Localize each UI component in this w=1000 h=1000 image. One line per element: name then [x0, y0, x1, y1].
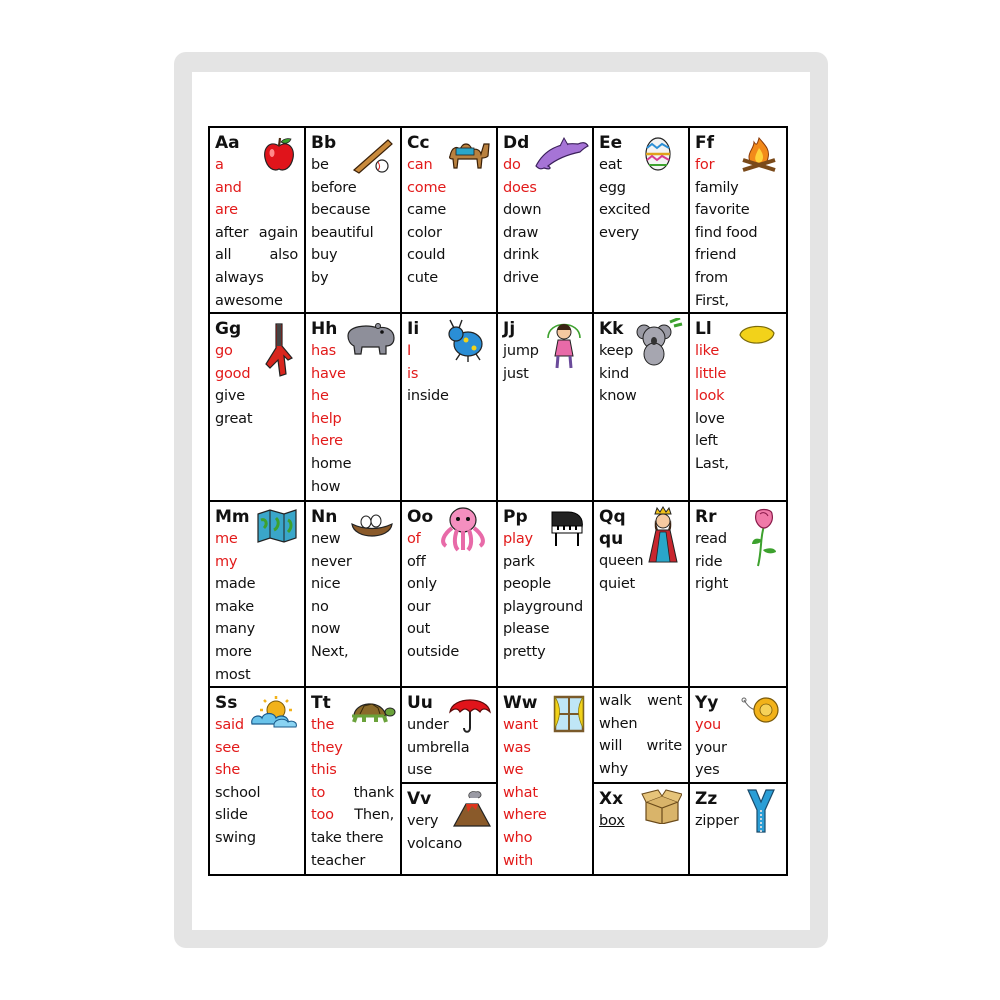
cell-d — [498, 128, 594, 314]
word: left — [695, 433, 718, 450]
word: excited — [599, 202, 651, 219]
word: new — [311, 531, 341, 547]
piano-icon — [548, 508, 586, 548]
word: outside — [407, 643, 460, 660]
letter-heading: Vv — [407, 789, 432, 809]
sight-word: have — [311, 365, 346, 382]
cell-u — [402, 688, 498, 784]
word: queen — [599, 553, 644, 569]
queen-icon — [646, 506, 680, 566]
cell-j — [498, 314, 594, 502]
word: went — [647, 693, 682, 709]
word: inside — [407, 388, 449, 405]
sight-word: too — [311, 807, 334, 824]
sight-word: what — [503, 784, 538, 801]
letter-heading: Rr — [695, 507, 717, 527]
sight-word: the — [311, 717, 335, 733]
sight-word: he — [311, 388, 329, 405]
word: by — [311, 269, 329, 286]
cell-p — [498, 502, 594, 688]
turtle-icon — [346, 694, 396, 726]
letter-heading: Ww — [503, 693, 538, 713]
word-pair — [599, 735, 688, 758]
letter-heading: Aa — [215, 133, 240, 153]
cell-w2 — [594, 688, 690, 784]
word-pair — [311, 804, 400, 827]
cell-n — [306, 502, 402, 688]
word: write — [646, 738, 682, 755]
word: our — [407, 598, 431, 615]
sight-word: we — [503, 762, 524, 779]
word: came — [407, 202, 447, 219]
word: thank — [353, 784, 394, 801]
sight-word: little — [695, 365, 727, 382]
word: all — [215, 247, 232, 264]
word: will — [599, 738, 623, 755]
word: now — [311, 621, 341, 638]
window-icon — [552, 694, 586, 734]
word: awesome — [215, 292, 283, 309]
word: under — [407, 717, 449, 733]
word: just — [503, 365, 529, 382]
sight-word: to — [311, 784, 326, 801]
cell-x — [594, 784, 690, 874]
cell-c — [402, 128, 498, 314]
cell-g — [210, 314, 306, 502]
sight-word: they — [311, 739, 343, 756]
cell-b — [306, 128, 402, 314]
cell-y — [690, 688, 786, 784]
word: after — [215, 224, 249, 241]
word: favorite — [695, 202, 750, 219]
sight-word: with — [503, 852, 533, 869]
yoyo-icon — [740, 692, 780, 728]
word: volcano — [407, 835, 462, 852]
letter-heading: Ll — [695, 319, 712, 339]
word: how — [311, 478, 341, 495]
letter-heading: Zz — [695, 789, 718, 809]
letter-heading: Tt — [311, 693, 331, 713]
baseball-bat-icon — [350, 136, 394, 174]
insect-icon — [446, 318, 488, 362]
word: walk — [599, 693, 632, 709]
sight-word: can — [407, 157, 433, 173]
word: cute — [407, 269, 438, 286]
sight-word: go — [215, 343, 233, 359]
word: no — [311, 598, 329, 615]
word: home — [311, 455, 352, 472]
word: Next, — [311, 643, 349, 660]
camel-icon — [444, 134, 492, 172]
word-pair — [311, 782, 400, 805]
letter-heading: Kk — [599, 319, 624, 339]
umbrella-icon — [448, 694, 492, 734]
zipper-icon — [746, 788, 776, 834]
cell-i — [402, 314, 498, 502]
sight-word: she — [215, 762, 241, 779]
word: eat — [599, 157, 622, 173]
letter-heading: Cc — [407, 133, 430, 153]
word: find food — [695, 224, 758, 241]
sight-word: help — [311, 410, 342, 427]
letter-heading: Gg — [215, 319, 242, 339]
word: give — [215, 388, 245, 405]
word: every — [599, 224, 639, 241]
word: take there — [311, 829, 384, 846]
word: box — [599, 813, 625, 829]
word: pretty — [503, 643, 546, 660]
apple-icon — [262, 136, 296, 172]
word: more — [215, 643, 252, 660]
sight-word: you — [695, 717, 722, 733]
letter-heading: Nn — [311, 507, 338, 527]
cell-w — [498, 688, 594, 874]
letter-heading: Uu — [407, 693, 433, 713]
word: playground — [503, 598, 584, 615]
word: always — [215, 269, 264, 286]
word: why — [599, 760, 629, 777]
box-icon — [640, 788, 682, 824]
sight-word: for — [695, 157, 715, 173]
word: school — [215, 784, 261, 801]
easter-egg-icon — [644, 134, 672, 172]
word: out — [407, 621, 431, 638]
cell-e — [594, 128, 690, 314]
word: egg — [599, 179, 626, 196]
word-pair — [599, 690, 688, 713]
cell-m — [210, 502, 306, 688]
word: know — [599, 388, 637, 405]
cell-l — [690, 314, 786, 502]
word: also — [269, 247, 298, 264]
word: love — [695, 410, 725, 427]
word: park — [503, 553, 535, 570]
word: Last, — [695, 455, 729, 472]
word: friend — [695, 247, 737, 264]
word: very — [407, 813, 439, 829]
letter-heading: Hh — [311, 319, 338, 339]
sight-word: play — [503, 531, 533, 547]
sight-word: is — [407, 365, 419, 382]
sight-word: come — [407, 179, 447, 196]
cell-q — [594, 502, 690, 688]
cell-z — [690, 784, 786, 874]
word: teacher — [311, 852, 366, 869]
sight-word: a — [215, 157, 224, 173]
sight-word: do — [503, 157, 521, 173]
cell-r — [690, 502, 786, 688]
word: family — [695, 179, 739, 196]
letter-heading: Xx — [599, 789, 624, 809]
jump-rope-girl-icon — [544, 318, 584, 374]
word: great — [215, 410, 253, 427]
word: umbrella — [407, 739, 470, 756]
word: draw — [503, 224, 539, 241]
sight-word: said — [215, 717, 244, 733]
letter-digraph: qu — [599, 529, 624, 549]
word: yes — [695, 762, 720, 779]
letter-heading: Ii — [407, 319, 420, 339]
cell-v — [402, 784, 498, 874]
cell-a — [210, 128, 306, 314]
letter-heading: Pp — [503, 507, 528, 527]
campfire-icon — [740, 136, 778, 172]
volcano-icon — [452, 788, 492, 828]
sight-word: this — [311, 762, 337, 779]
word: nice — [311, 576, 341, 593]
letter-heading: Jj — [503, 319, 516, 339]
guitar-icon — [262, 322, 298, 378]
dolphin-icon — [534, 136, 590, 170]
sight-word: where — [503, 807, 547, 824]
sight-word: good — [215, 365, 251, 382]
word: never — [311, 553, 352, 570]
word: use — [407, 762, 433, 779]
sight-word: want — [503, 717, 538, 733]
word: right — [695, 576, 729, 593]
word: ride — [695, 553, 723, 570]
letter-heading: Ss — [215, 693, 238, 713]
word: be — [311, 157, 329, 173]
cell-k — [594, 314, 690, 502]
word: from — [695, 269, 728, 286]
word: drive — [503, 269, 539, 286]
word: slide — [215, 807, 248, 824]
word: zipper — [695, 813, 739, 829]
word: keep — [599, 343, 634, 359]
sight-word: are — [215, 202, 238, 219]
word: down — [503, 202, 542, 219]
sight-word: like — [695, 343, 720, 359]
word: jump — [503, 343, 539, 359]
word: people — [503, 576, 551, 593]
word: made — [215, 576, 256, 593]
word: beautiful — [311, 224, 374, 241]
sight-word: here — [311, 433, 343, 450]
lemon-icon — [738, 322, 776, 348]
nest-icon — [350, 510, 394, 540]
koala-icon — [634, 318, 684, 368]
letter-heading: Dd — [503, 133, 530, 153]
sight-word: of — [407, 531, 421, 547]
letter-heading: Ff — [695, 133, 715, 153]
word: most — [215, 666, 251, 683]
word: only — [407, 576, 437, 593]
letter-heading: Yy — [695, 693, 719, 713]
rose-icon — [750, 506, 778, 568]
word: swing — [215, 829, 256, 846]
word: buy — [311, 247, 338, 264]
word: please — [503, 621, 550, 638]
sight-word: does — [503, 179, 537, 196]
word: drink — [503, 247, 539, 264]
word: many — [215, 621, 255, 638]
sight-word: I — [407, 343, 412, 359]
word: Then, — [354, 807, 394, 824]
map-icon — [256, 508, 298, 544]
word: quiet — [599, 575, 636, 592]
word: before — [311, 179, 357, 196]
letter-heading: Bb — [311, 133, 337, 153]
word-pair — [215, 244, 304, 267]
word: make — [215, 598, 255, 615]
cell-s — [210, 688, 306, 874]
word: because — [311, 202, 371, 219]
sight-word: was — [503, 739, 531, 756]
word: your — [695, 739, 727, 756]
cell-t — [306, 688, 402, 874]
word: could — [407, 247, 446, 264]
hippo-icon — [344, 320, 396, 358]
sight-word: who — [503, 829, 533, 846]
sight-word: my — [215, 553, 238, 570]
word: when — [599, 715, 638, 732]
letter-heading: Oo — [407, 507, 434, 527]
octopus-icon — [436, 506, 490, 552]
word-pair — [215, 222, 304, 245]
word: off — [407, 553, 426, 570]
sight-word: see — [215, 739, 240, 756]
cell-o — [402, 502, 498, 688]
word: read — [695, 531, 727, 547]
letter-heading: Mm — [215, 507, 250, 527]
sight-word: me — [215, 531, 238, 547]
word: First, — [695, 292, 729, 309]
sight-word: and — [215, 179, 242, 196]
sight-word: has — [311, 343, 337, 359]
word: kind — [599, 365, 630, 382]
cell-f — [690, 128, 786, 314]
cell-h — [306, 314, 402, 502]
letter-heading: Qq — [599, 507, 626, 527]
word: color — [407, 224, 442, 241]
word: again — [258, 224, 298, 241]
sight-word: look — [695, 388, 725, 405]
sun-cloud-icon — [248, 694, 300, 730]
letter-heading: Ee — [599, 133, 623, 153]
word-wall-grid — [208, 126, 788, 876]
